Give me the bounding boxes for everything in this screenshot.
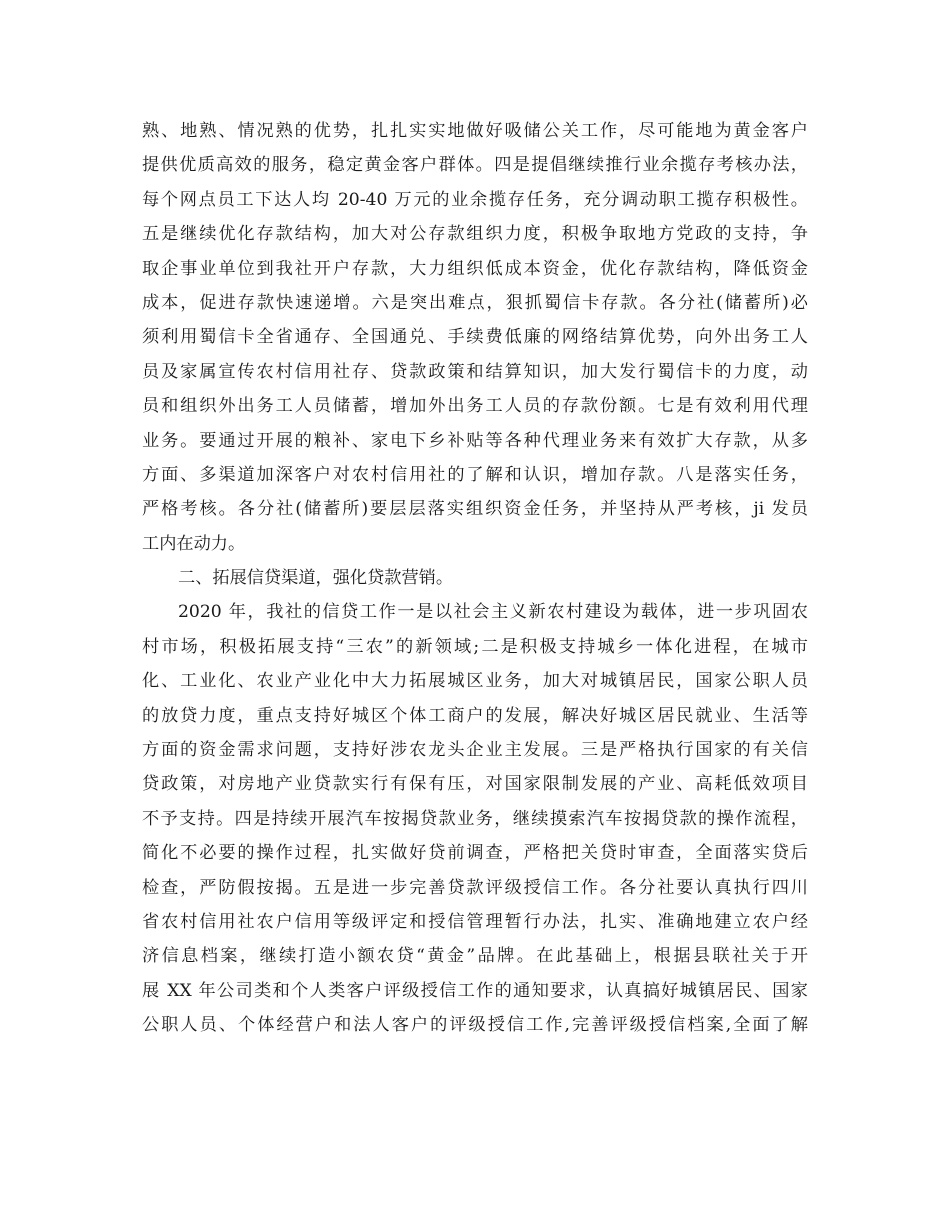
text-line: 贷政策，对房地产业贷款实行有保有压，对国家限制发展的产业、高耗低效项目: [142, 774, 808, 795]
text-line: 的放贷力度，重点支持好城区个体工商户的发展，解决好城区居民就业、生活等: [142, 705, 808, 726]
text-line: 化、工业化、农业产业化中大力拓展城区业务，加大对城镇居民，国家公职人员: [142, 671, 808, 692]
text-line: 检查，严防假按揭。五是进一步完善贷款评级授信工作。各分社要认真执行四川: [142, 877, 808, 898]
text-line: 方面、多渠道加深客户对农村信用社的了解和认识，增加存款。八是落实任务，: [142, 464, 808, 485]
text-line: 取企事业单位到我社开户存款，大力组织低成本资金，优化存款结构，降低资金: [142, 258, 808, 279]
text-line: 村市场，积极拓展支持“三农”的新领域;二是积极支持城乡一体化进程，在城市: [142, 636, 808, 657]
text-line: 不予支持。四是持续开展汽车按揭贷款业务，继续摸索汽车按揭贷款的操作流程，: [142, 808, 808, 829]
text-line: 五是继续优化存款结构，加大对公存款组织力度，积极争取地方党政的支持，争: [142, 224, 808, 245]
text-line: 简化不必要的操作过程，扎实做好贷前调查，严格把关贷时审查，全面落实贷后: [142, 843, 808, 864]
text-line: 二、拓展信贷渠道，强化贷款营销。: [178, 568, 454, 589]
text-line: 严格考核。各分社(储蓄所)要层层落实组织资金任务，并坚持从严考核，ji 发员: [142, 499, 808, 520]
text-line: 公职人员、个体经营户和法人客户的评级授信工作,完善评级授信档案,全面了解: [142, 1015, 808, 1036]
text-line: 工内在动力。: [142, 533, 246, 554]
text-line: 业务。要通过开展的粮补、家电下乡补贴等各种代理业务来有效扩大存款，从多: [142, 430, 808, 451]
text-line: 展 XX 年公司类和个人类客户评级授信工作的通知要求，认真搞好城镇居民、国家: [142, 980, 808, 1001]
text-line: 提供优质高效的服务，稳定黄金客户群体。四是提倡继续推行业余揽存考核办法，: [142, 155, 808, 176]
text-line: 熟、地熟、情况熟的优势，扎扎实实地做好吸储公关工作，尽可能地为黄金客户: [142, 121, 808, 141]
text-line: 员和组织外出务工人员储蓄，增加外出务工人员的存款份额。七是有效利用代理: [142, 396, 808, 417]
text-line: 员及家属宣传农村信用社存、贷款政策和结算知识，加大发行蜀信卡的力度，动: [142, 361, 808, 382]
text-line: 济信息档案，继续打造小额农贷“黄金”品牌。在此基础上，根据县联社关于开: [142, 946, 808, 967]
text-line: 省农村信用社农户信用等级评定和授信管理暂行办法，扎实、准确地建立农户经: [142, 911, 808, 932]
text-line: 2020 年，我社的信贷工作一是以社会主义新农村建设为载体，进一步巩固农: [178, 602, 808, 623]
document-page: [142, 114, 808, 1043]
text-line: 成本，促进存款快速递增。六是突出难点，狠抓蜀信卡存款。各分社(储蓄所)必: [142, 292, 808, 313]
text-line: 每个网点员工下达人均 20-40 万元的业余揽存任务，充分调动职工揽存积极性。: [142, 189, 808, 210]
text-line: 须利用蜀信卡全省通存、全国通兑、手续费低廉的网络结算优势，向外出务工人: [142, 327, 808, 348]
text-line: 方面的资金需求问题，支持好涉农龙头企业主发展。三是严格执行国家的有关信: [142, 740, 808, 761]
